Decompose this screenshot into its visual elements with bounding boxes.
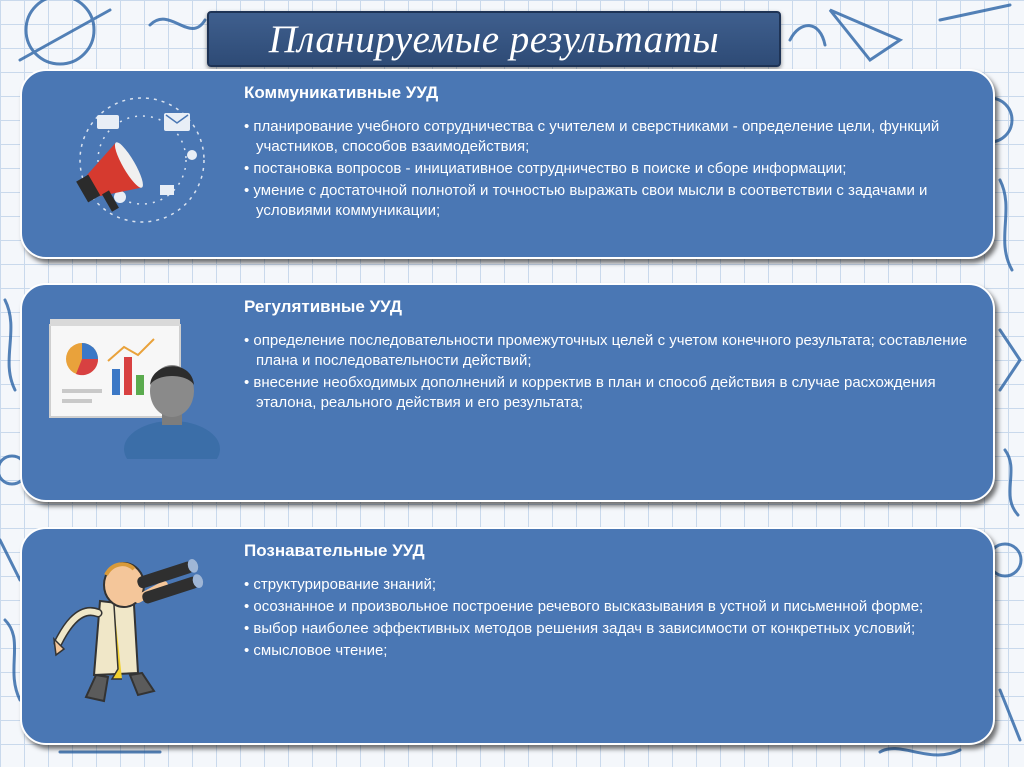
presentation-board-icon — [42, 299, 242, 459]
section-heading: Коммуникативные УУД — [244, 83, 439, 102]
list-item: • структурирование знаний; — [244, 575, 971, 595]
list-item: • планирование учебного сотрудничества с учителем и сверстниками - определение цели, функций участников, способов взаимодействия; — [244, 117, 971, 157]
megaphone-icon — [42, 85, 242, 245]
list-item: • определение последовательности промежуточных целей с учетом конечного результата; составление плана и последовательности действий; — [244, 331, 971, 371]
section-communicative — [20, 69, 995, 259]
section-text — [244, 297, 971, 415]
list-item: • смысловое чтение; — [244, 641, 971, 661]
section-text — [244, 541, 971, 663]
section-heading: Познавательные УУД — [244, 541, 425, 560]
section-regulative — [20, 283, 995, 502]
list-item: • осознанное и произвольное построение речевого высказывания в устной и письменной форме; — [244, 597, 971, 617]
list-item: • постановка вопросов - инициативное сотрудничество в поиске и сборе информации; — [244, 159, 971, 179]
list-item: • умение с достаточной полнотой и точностью выражать свои мысли в соответствии с задачами и условиями коммуникации; — [244, 181, 971, 221]
page-title: Планируемые результаты — [268, 17, 720, 61]
binoculars-man-icon — [42, 551, 242, 711]
list-item: • внесение необходимых дополнений и корректив в план и способ действия в случае расхождения эталона, реального действия и его результата; — [244, 373, 971, 413]
section-cognitive — [20, 527, 995, 745]
list-item: • выбор наиболее эффективных методов решения задач в зависимости от конкретных условий; — [244, 619, 971, 639]
title-box — [207, 11, 781, 67]
section-text — [244, 83, 971, 223]
section-heading: Регулятивные УУД — [244, 297, 402, 316]
